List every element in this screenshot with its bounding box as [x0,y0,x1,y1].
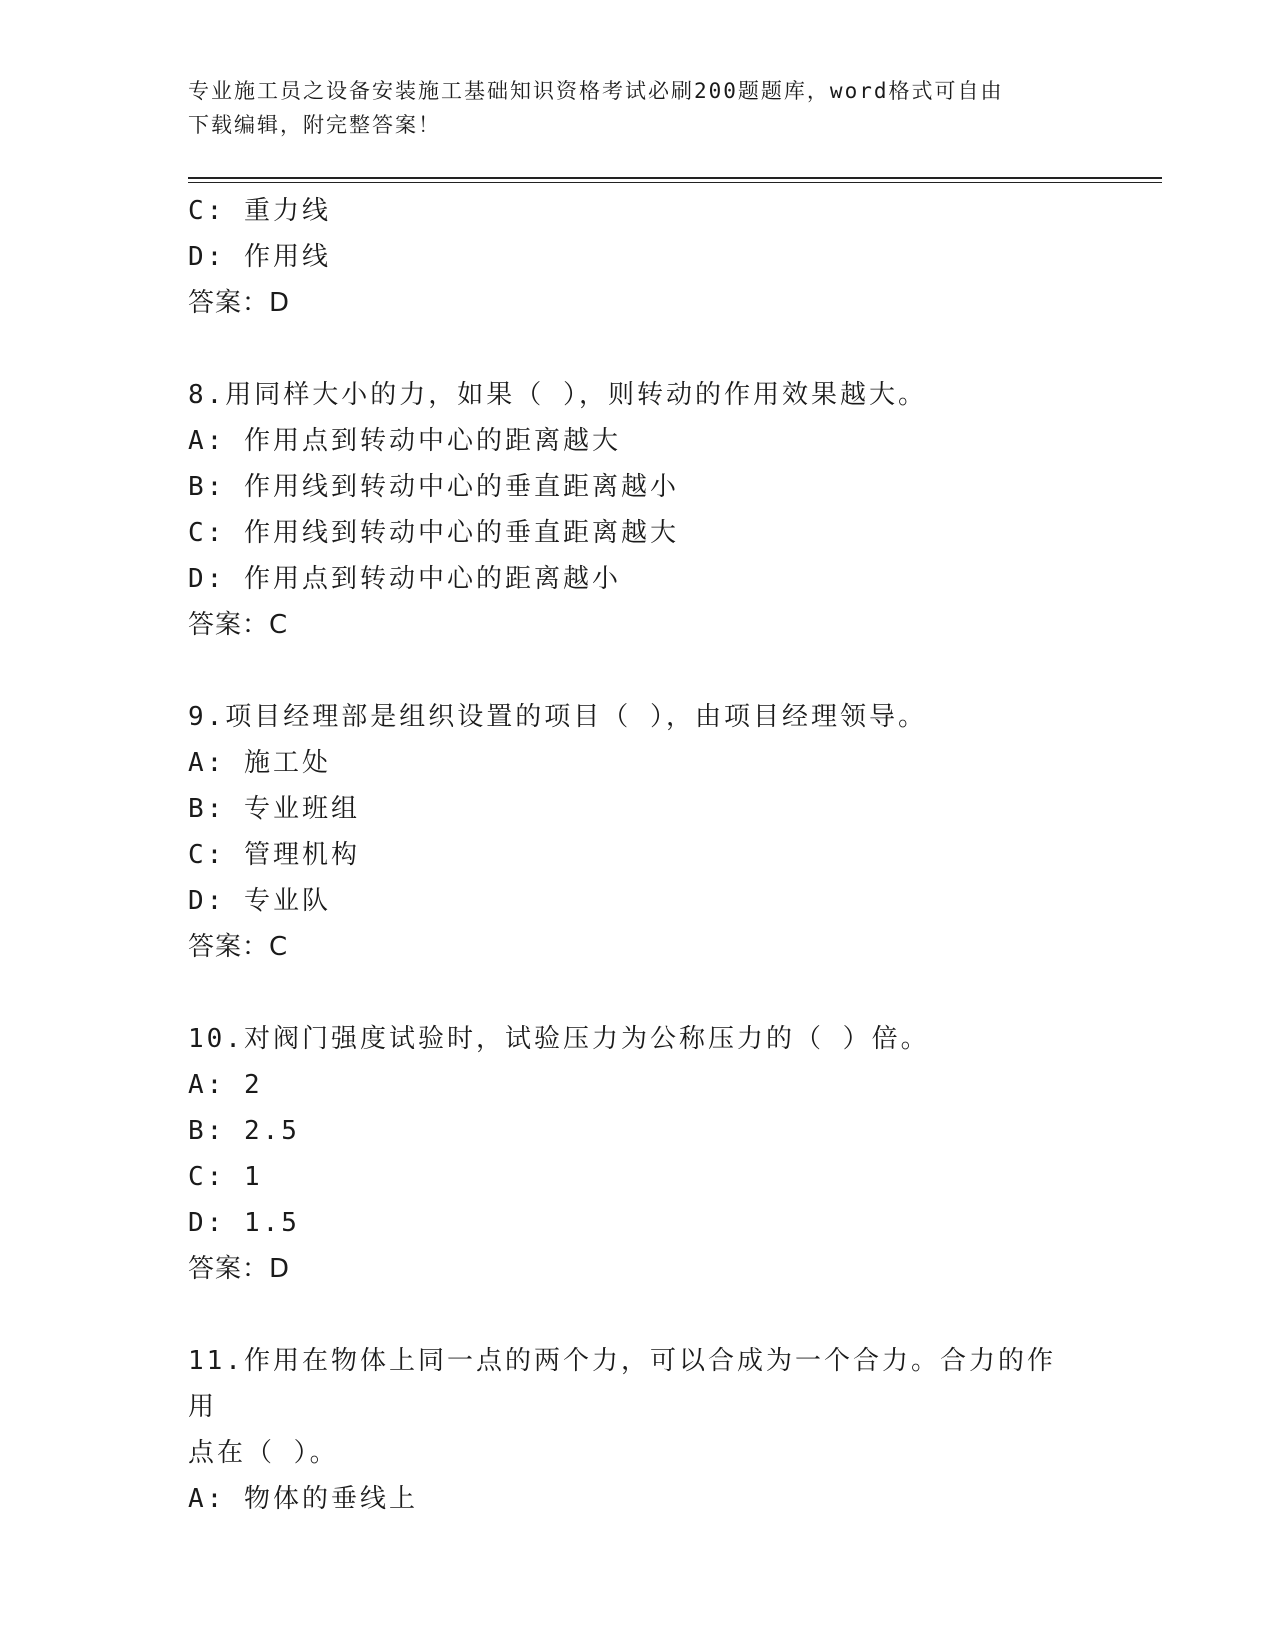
question-stem [188,1338,1068,1476]
spacer [188,648,1088,694]
question-11 [188,1338,1088,1522]
spacer [188,1292,1088,1338]
question-stem: 8.用同样大小的力，如果（ ），则转动的作用效果越大。 [188,380,927,410]
option-c: C: 作用线到转动中心的垂直距离越大 [188,518,679,548]
answer-label: 答案：D [188,1254,291,1284]
answer-label: 答案：D [188,288,291,318]
option-c: C: 重力线 [188,196,331,226]
document-header [188,74,1068,142]
spacer [188,326,1088,372]
option-d: D: 作用线 [188,242,331,272]
option-c: C: 1 [188,1162,263,1192]
header-divider-thick [188,177,1162,179]
answer-label: 答案：C [188,610,289,640]
option-a: A: 施工处 [188,748,331,778]
question-stem: 10.对阀门强度试验时，试验压力为公称压力的（ ）倍。 [188,1024,930,1054]
question-stem-line-1: 11.作用在物体上同一点的两个力，可以合成为一个合力。合力的作用 [188,1346,1056,1422]
option-c: C: 管理机构 [188,840,360,870]
spacer [188,970,1088,1016]
option-d: D: 作用点到转动中心的距离越小 [188,564,621,594]
option-a: A: 作用点到转动中心的距离越大 [188,426,621,456]
option-d: D: 专业队 [188,886,331,916]
question-list [188,188,1088,1522]
option-d: D: 1.5 [188,1208,300,1238]
option-b: B: 2.5 [188,1116,300,1146]
header-divider-thin [188,182,1162,183]
question-10 [188,1016,1088,1292]
question-stem-line-2: 点在（ ）。 [188,1438,339,1468]
option-b: B: 专业班组 [188,794,360,824]
question-9 [188,694,1088,970]
question-7-tail [188,188,1088,326]
option-b: B: 作用线到转动中心的垂直距离越小 [188,472,679,502]
question-stem: 9.项目经理部是组织设置的项目（ ），由项目经理领导。 [188,702,927,732]
header-line-1: 专业施工员之设备安装施工基础知识资格考试必刷200题题库，word格式可自由 [188,79,1004,103]
header-line-2: 下载编辑，附完整答案！ [188,113,441,137]
option-a: A: 物体的垂线上 [188,1484,418,1514]
question-8 [188,372,1088,648]
answer-label: 答案：C [188,932,289,962]
option-a: A: 2 [188,1070,263,1100]
